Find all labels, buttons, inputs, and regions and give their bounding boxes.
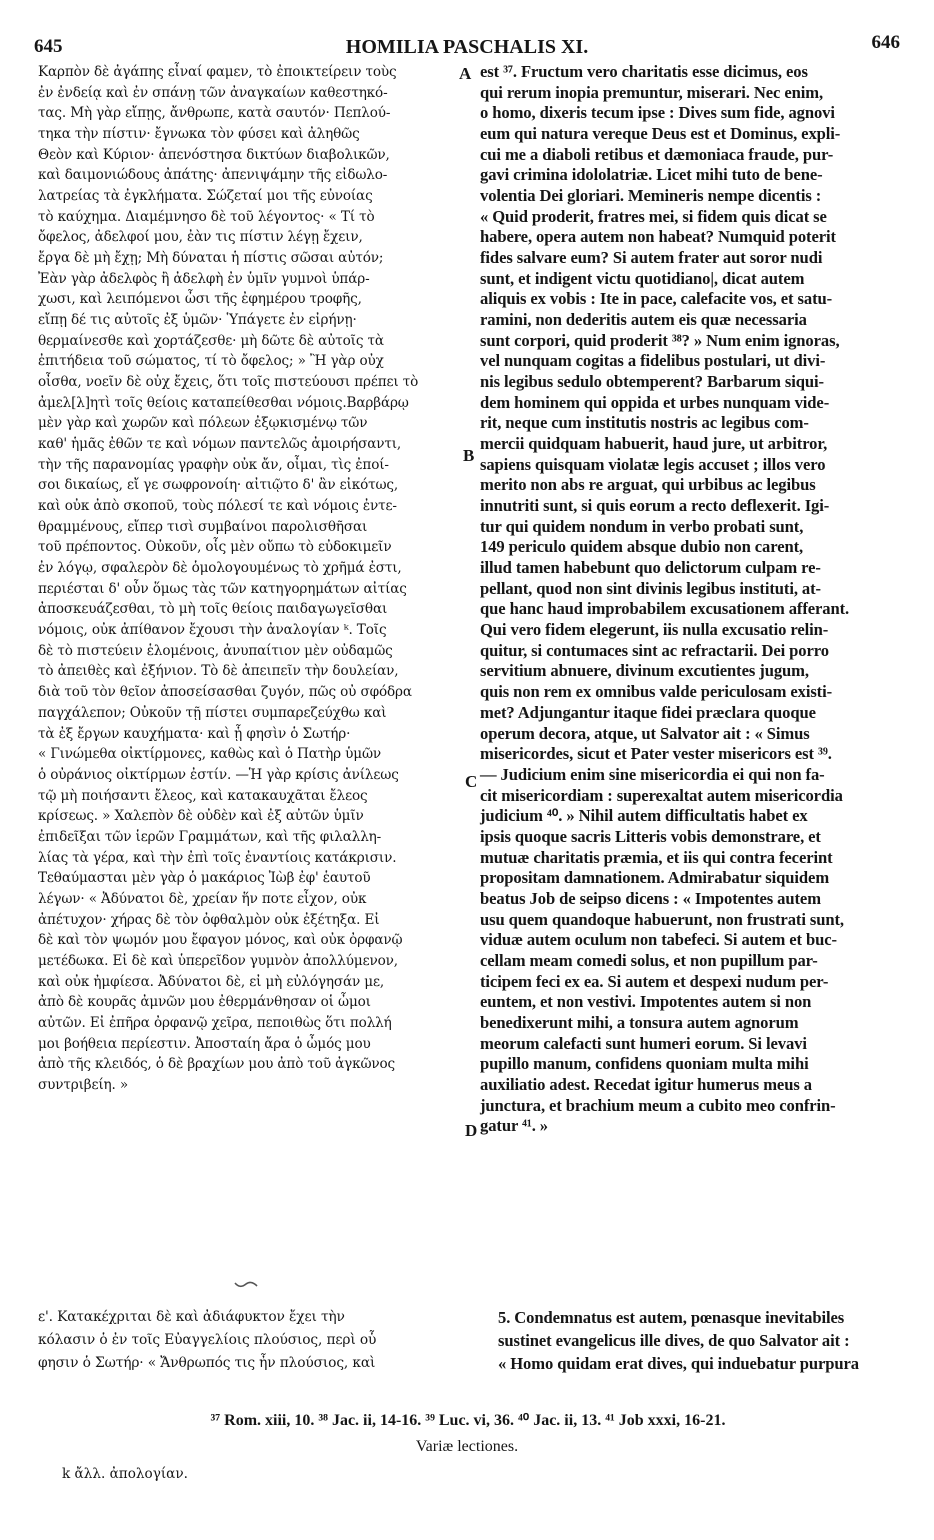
text-line: ἔργα δὲ μὴ ἔχῃ; Μὴ δύναται ἡ πίστις σῶσαι αὐτόν; xyxy=(38,250,384,267)
text-line: euntem, et non vestivi. Impotentes autem si non xyxy=(480,992,812,1012)
page-number-left: 645 xyxy=(34,36,63,57)
text-line: περιέσται δ' οὖν ὅμως τὰς τῶν κατηγορημάτων αἰτίας xyxy=(38,580,407,597)
text-line: ἐν ἐνδείᾳ καὶ ἐν σπάνῃ τῶν ἀναγκαίων καθεστηκό- xyxy=(38,84,388,101)
text-line: δὲ τὸ πιστεύειν ἑλομένοις, ἀνυπαίτιον μὲν οὐδαμῶς xyxy=(38,642,393,659)
text-line: Qui vero fidem elegerunt, iis nulla excusatio relin- xyxy=(480,620,829,640)
ink-smudge xyxy=(233,1278,259,1290)
text-line: τὸ ἀπειθὲς καὶ ἐξήνιον. Τὸ δὲ ἀπειπεῖν τὴν δουλείαν, xyxy=(38,663,399,680)
running-header xyxy=(34,32,900,62)
text-line: nis legibus sedulo obtemperent? Barbarum siqui- xyxy=(480,372,824,392)
text-line: est ³⁷. Fructum vero charitatis esse dicimus, eos xyxy=(480,62,808,81)
text-line: mercii quidquam habuerit, haud jure, ut arbitror, xyxy=(480,434,828,454)
text-line: junctura, et brachium meum a cubito meo confrin- xyxy=(480,1095,836,1115)
text-line: ἀπὸ τῆς κλειδός, ὁ δὲ βραχίων μου ἀπὸ τοῦ ἀγκῶνος xyxy=(38,1056,396,1073)
text-line: ὁ οὐράνιος οἰκτίρμων ἐστίν. —Ἡ γὰρ κρίσις ἀνίλεως xyxy=(38,766,399,783)
text-line: dem hominem qui oppida et urbes nunquam vide- xyxy=(480,392,830,412)
text-line: « Quid proderit, fratres mei, si fidem quis dicat se xyxy=(480,206,827,226)
greek-column xyxy=(38,62,468,1096)
margin-letter-a: A xyxy=(459,64,472,83)
text-line: sunt, et indigent victu quotidiano|, dicat autem xyxy=(480,268,805,288)
text-line: καὶ οὐκ ἠμφίεσα. Ἀδύνατοι δὲ, εἰ μὴ εὐλόγησάν με, xyxy=(38,973,385,990)
text-line: aliquis ex vobis : Ite in pace, calefacite vos, et satu- xyxy=(480,289,833,309)
text-line: habere, opera autem non habeat? Numquid poterit xyxy=(480,227,836,247)
text-line: vel nunquam cogitas a fidelibus postulari, ut divi- xyxy=(480,351,826,371)
text-line: mutuæ charitatis præmia, et iis qui contra fecerint xyxy=(480,847,833,867)
text-line: οἶσθα, νοεῖν δὲ οὐχ ἔχεις, ὅτι τοῖς πιστεύουσι πρέπει τὸ xyxy=(38,374,419,391)
text-line: Καρπὸν δὲ ἀγάπης εἶναί φαμεν, τὸ ἐποικτείρειν τοὺς xyxy=(38,64,397,80)
greek-section-5 xyxy=(38,1306,468,1376)
text-line: τὰ ἐξ ἔργων καυχήματα· καὶ ᾗ φησὶν ὁ Σωτήρ· xyxy=(38,725,351,742)
text-line: καὶ δαιμονιώδους ἀπάτης· ἀπενιψάμην τῆς εἰδωλο- xyxy=(38,167,388,184)
text-line: κόλασιν ὁ ἐν τοῖς Εὐαγγελίοις πλούσιος, περὶ οὗ xyxy=(38,1332,377,1349)
text-line: λέγων· « Ἀδύνατοι δὲ, χρείαν ἥν ποτε εἶχον, οὐκ xyxy=(38,890,367,907)
text-line: auxiliatio adest. Recedat igitur humerus meus a xyxy=(480,1074,812,1094)
text-line: benedixerunt mihi, a tonsura autem agnorum xyxy=(480,1012,799,1032)
text-line: λατρείας τὰ ἐγκλήματα. Σώζεταί μοι τῆς εὐνοίας xyxy=(38,188,373,205)
text-line: μοι βοήθεια περίεστιν. Ἀποσταίη ἄρα ὁ ὦμός μου xyxy=(38,1035,371,1052)
text-line: merito non abs re arguat, qui urbibus ac legibus xyxy=(480,475,816,495)
text-line: viduæ autem oculum non tabefeci. Si autem et buc- xyxy=(480,930,837,950)
text-line: καὶ οὐκ ἀπὸ σκοποῦ, τοὺς πόλεσί τε καὶ νόμοις ἐντε- xyxy=(38,498,397,515)
text-line: τηκα τὴν πίστιν· ἔγνωκα τὸν φύσει καὶ ἀληθῶς xyxy=(38,126,360,143)
text-line: servitium abnuere, divinum excutientes jugum, xyxy=(480,661,809,681)
text-line: volentia Dei gloriari. Memineris nempe dicentis : xyxy=(480,186,822,206)
text-line: pupillo manum, confidens quoniam multa mihi xyxy=(480,1054,809,1074)
text-line: ε'. Κατακέχριται δὲ καὶ ἀδιάφυκτον ἔχει τὴν xyxy=(38,1309,345,1325)
text-line: συντριβείη. » xyxy=(38,1076,129,1093)
text-line: τὴν τῆς παρανομίας γραφὴν οὐκ ἄν, οἶμαι, τὶς ἐποί- xyxy=(38,456,389,473)
text-line: φησιν ὁ Σωτήρ· « Ἄνθρωπός τις ἦν πλούσιος, καὶ xyxy=(38,1355,376,1372)
text-line: usu quem quandoque habuerunt, non frustrati sunt, xyxy=(480,909,844,929)
margin-letter-c: C xyxy=(465,772,478,791)
text-line: ὄφελος, ἀδελφοί μου, ἐὰν τις πίστιν λέγῃ ἔχειν, xyxy=(38,229,363,246)
margin-letter-d: D xyxy=(465,1121,478,1140)
text-line: cit misericordiam : superexaltat autem misericordia xyxy=(480,785,843,805)
text-line: 5. Condemnatus est autem, pœnasque inevitabiles xyxy=(498,1308,845,1327)
text-line: quitur, si contumaces sint ac refractarii. Dei porro xyxy=(480,640,829,660)
text-line: fides salvare eum? Si autem frater aut soror nudi xyxy=(480,248,823,268)
text-line: pellant, quod non sint divinis legibus instituti, at- xyxy=(480,578,821,598)
text-line: παγχάλεπον; Οὐκοῦν τῇ πίστει συμπαρεζεύχθω καὶ xyxy=(38,704,387,721)
text-line: κρίσεως. » Χαλεπὸν δὲ οὐδὲν καὶ ἐξ αὐτῶν ὑμῖν xyxy=(38,808,364,825)
text-line: θερμαίνεσθε καὶ χορτάζεσθε· μὴ δῶτε δὲ αὐτοῖς τὰ xyxy=(38,332,384,349)
text-line: χωσι, καὶ λειπόμενοι ὦσι τῆς ἐφημέρου τροφῆς, xyxy=(38,291,362,308)
text-line: eum qui natura vereque Deus est et Dominus, expli- xyxy=(480,124,841,144)
text-line: misericordes, sicut et Pater vester misericors est ³⁹. xyxy=(480,744,832,764)
text-line: λίας τὰ γέρα, καὶ τὴν ἐπὶ τοῖς ἐναντίοις κατάκρισιν. xyxy=(38,849,397,866)
text-line: ἀποσκευάζεσθαι, τὸ μὴ τοῖς θείοις παιδαγωγεῖσθαι xyxy=(38,601,388,618)
text-line: tur qui quidem nondum in verbo probati sunt, xyxy=(480,516,804,536)
text-line: τὸ καύχημα. Διαμέμνησο δὲ τοῦ λέγοντος· « Τί τὸ xyxy=(38,208,375,225)
text-line: 149 periculo quidem absque dubio non carent, xyxy=(480,537,804,557)
text-line: met? Adjungantur itaque fidei præclara quoque xyxy=(480,702,816,722)
text-line: beatus Job de seipso dicens : « Impotentes autem xyxy=(480,888,821,908)
text-line: ramini, non dederitis autem eis quæ necessaria xyxy=(480,310,807,330)
text-line: καθ' ἡμᾶς ἐθῶν τε καὶ νόμων παντελῶς ἀμοιρήσαντι, xyxy=(38,436,402,453)
text-line: ἐν λόγῳ, σφαλερὸν δὲ ὁμολογουμένως τὸ χρῆμά ἐστι, xyxy=(38,560,402,577)
text-line: propositam damnationem. Admirabatur siquidem xyxy=(480,868,830,888)
variae-lectiones-heading: Variæ lectiones. xyxy=(415,1438,519,1455)
text-line: cui me a diaboli retibus et dæmoniaca fraude, pur- xyxy=(480,144,834,164)
text-line: εἴπῃ δέ τις αὐτοῖς ἐξ ὑμῶν· Ὑπάγετε ἐν εἰρήνῃ· xyxy=(38,312,357,329)
text-line: Ἐὰν γὰρ ἀδελφὸς ἢ ἀδελφὴ ἐν ὑμῖν γυμνοὶ ὑπάρ- xyxy=(38,270,370,287)
page-number-right: 646 xyxy=(871,32,900,53)
text-line: sunt corpori, quid proderit ³⁸? » Num enim ignoras, xyxy=(480,330,840,350)
text-line: illud tamen habebunt quo delictorum culpam re- xyxy=(480,558,821,578)
scripture-footnotes: ³⁷ Rom. xiii, 10. ³⁸ Jac. ii, 14-16. ³⁹ Luc. vi, 36. ⁴⁰ Jac. ii, 13. ⁴¹ Job xxxi, 16-21. xyxy=(210,1412,726,1429)
text-line: ἐπιτήδεια τοῦ σώματος, τί τὸ ὄφελος; » Ἢ γὰρ οὐχ xyxy=(38,353,384,370)
text-line: νόμοις, οὐκ ἀπίθανον ἔχουσι τὴν ἀναλογίαν ᵏ. Τοῖς xyxy=(38,622,387,639)
text-line: σοι δικαίως, εἴ γε σωφρονοίη· αἰτιῷτο δ' ἂν εἰκότως, xyxy=(38,477,399,494)
text-line: Θεὸν καὶ Κύριον· ἀπενόστησα δικτύων διαβολικῶν, xyxy=(38,146,390,163)
text-line: meorum calefacti sunt humeri eorum. Si levavi xyxy=(480,1033,807,1053)
text-line: αὐτῶν. Εἰ ἐπῆρα ὀρφανῷ χεῖρα, πεποιθὼς ὅτι πολλή xyxy=(38,1014,392,1031)
text-line: cellam meam comedi solus, et non pupillum par- xyxy=(480,950,818,970)
margin-letter-b: B xyxy=(463,446,475,465)
text-line: ἀπὸ δὲ κουρᾶς ἀμνῶν μου ἐθερμάνθησαν οἱ ὦμοι xyxy=(38,994,371,1011)
text-line: ἀπέτυχον· χήρας δὲ τὸν ὀφθαλμὸν οὐκ ἐξέτηξα. Εἰ xyxy=(38,911,380,928)
text-line: δὲ καὶ τὸν ψωμόν μου ἔφαγον μόνος, καὶ οὐκ ὀρφανῷ xyxy=(38,932,403,949)
text-line: operum decora, atque, ut Salvator ait : « Simus xyxy=(480,723,810,743)
latin-section-5 xyxy=(498,1306,924,1376)
text-line: judicium ⁴⁰. » Nihil autem difficultatis habet ex xyxy=(480,806,808,826)
text-line: « Γινώμεθα οἰκτίρμονες, καθὼς καὶ ὁ Πατὴρ ὑμῶν xyxy=(38,746,382,763)
text-line: « Homo quidam erat dives, qui induebatur purpura xyxy=(498,1354,859,1374)
text-line: τας. Μὴ γὰρ εἴπῃς, ἄνθρωπε, κατὰ σαυτόν· Πεπλού- xyxy=(38,105,391,122)
text-line: ἀμελ[λ]ητὶ τοῖς θείοις καταπείθεσθαι νόμοις.Βαρβάρῳ xyxy=(38,394,409,411)
text-line: quis non rem ex omnibus valde periculosam existi- xyxy=(480,682,833,702)
text-line: ἐπιδεῖξαι τῶν ἱερῶν Γραμμάτων, καὶ τῆς φιλαλλη- xyxy=(38,828,382,845)
text-line: sapiens quisquam violatæ legis accuset ; illos vero xyxy=(480,454,826,474)
text-line: innutriti sunt, si quis eorum a recto deflexerit. Igi- xyxy=(480,496,830,516)
variant-reading-note: k ἄλλ. ἀπολογίαν. xyxy=(62,1466,188,1482)
running-title: HOMILIA PASCHALIS XI. xyxy=(345,36,589,58)
text-line: o homo, dixeris tecum ipse : Dives sum fide, agnovi xyxy=(480,103,835,123)
text-line: gavi crimina idololatriæ. Licet mihi tuto de bene- xyxy=(480,165,823,185)
text-line: ipsis quoque sacris Litteris vobis demonstrare, et xyxy=(480,826,821,846)
latin-column xyxy=(480,62,906,1137)
text-line: τοῦ πρέποντος. Οὐκοῦν, οἷς μὲν οὔπω τὸ εὐδοκιμεῖν xyxy=(38,539,392,556)
text-line: sustinet evangelicus ille dives, de quo Salvator ait : xyxy=(498,1331,850,1351)
text-line: gatur ⁴¹. » xyxy=(480,1116,549,1136)
text-line: θραμμένους, εἴπερ τισὶ συμβαίνοι παρολισθῆσαι xyxy=(38,518,368,535)
text-line: Τεθαύμασται μὲν γὰρ ὁ μακάριος Ἰὼβ ἐφ' ἑαυτοῦ xyxy=(38,870,371,887)
text-line: μὲν γὰρ καὶ χωρῶν καὶ πόλεων ἐξῳκισμένῳ τῶν xyxy=(38,415,368,432)
text-line: τῷ μὴ ποιήσαντι ἔλεος, καὶ κατακαυχᾶται ἔλεος xyxy=(38,787,368,804)
text-line: que hanc haud improbabilem excusationem afferant. xyxy=(480,599,850,619)
text-line: — Judicium enim sine misericordia ei qui non fa- xyxy=(480,764,825,784)
text-line: διὰ τοῦ τὸν θεῖον ἀποσείσασθαι ζυγόν, πῶς οὐ σφόδρα xyxy=(38,684,412,701)
text-line: ticipem feci ex ea. Si autem et despexi nudum per- xyxy=(480,971,829,991)
text-line: qui rerum inopia premuntur, miserari. Nec enim, xyxy=(480,82,823,102)
text-line: rit, neque cum institutis nostris ac legibus com- xyxy=(480,413,809,433)
text-line: μετέδωκα. Εἰ δὲ καὶ ὑπερεῖδον γυμνὸν ἀπολλύμενον, xyxy=(38,952,398,969)
